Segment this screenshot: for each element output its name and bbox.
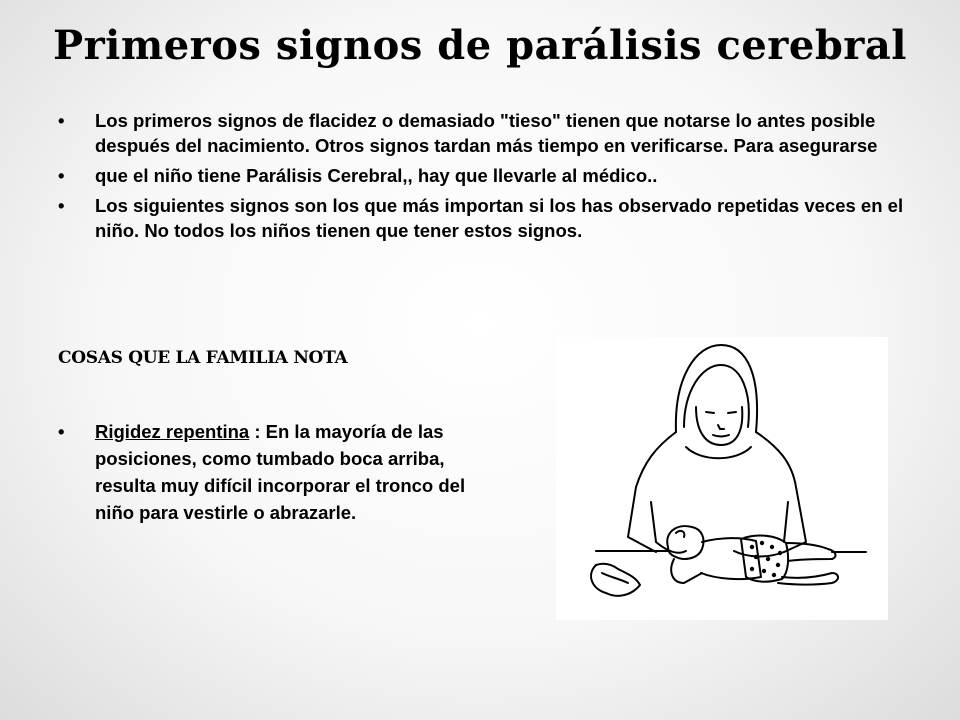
bullet-text: Los primeros signos de flacidez o demasiado "tieso" tienen que notarse lo antes posible después del nacimiento. Otros signos tardan más tiempo en verificarse. Para asegurarse [95, 110, 878, 156]
bullet-text: que el niño tiene Parálisis Cerebral,, hay que llevarle al médico.. [95, 165, 658, 186]
signs-bullet-list [58, 418, 478, 526]
intro-bullet-list [58, 108, 918, 248]
mother-and-child-illustration [556, 337, 888, 620]
bullet-item [58, 163, 918, 188]
sign-term: Rigidez repentina [95, 421, 250, 442]
sign-description: : En la mayoría de las posiciones, como tumbado boca arriba, resulta muy difícil incorporar el tronco del niño para vestirle o abrazarle. [95, 421, 466, 523]
section-heading: COSAS QUE LA FAMILIA NOTA [58, 348, 348, 368]
bullet-marker: • [58, 165, 65, 186]
bullet-marker: • [58, 195, 65, 216]
bullet-text: Los siguientes signos son los que más importan si los has observado repetidas veces en el niño. No todos los niños tienen que tener estos signos. [95, 195, 904, 241]
bullet-marker: • [58, 110, 65, 131]
sign-item [58, 418, 478, 526]
slide-title: Primeros signos de parálisis cerebral [53, 22, 907, 69]
bullet-marker: • [58, 421, 65, 442]
bullet-item [58, 108, 918, 158]
bullet-item [58, 193, 918, 243]
